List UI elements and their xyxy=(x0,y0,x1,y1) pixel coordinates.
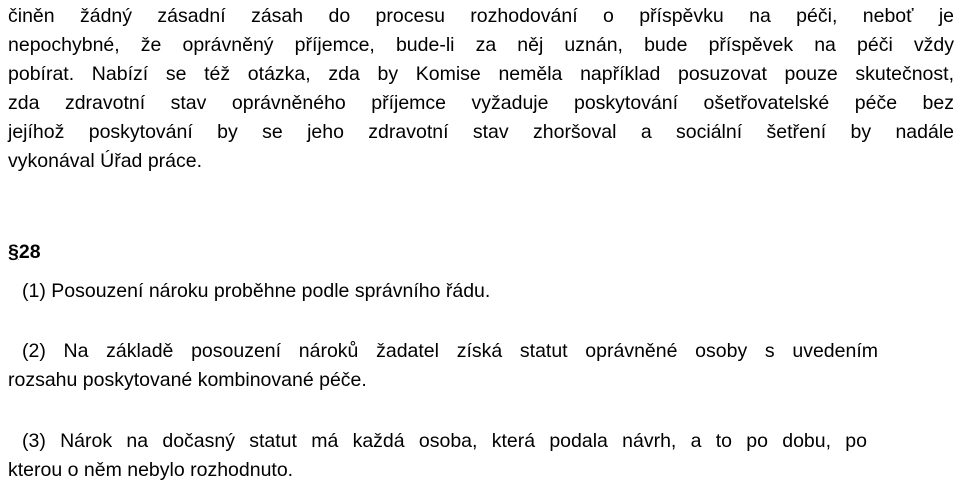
paragraph-line: zda zdravotní stav oprávněného příjemce vyžaduje poskytování ošetřovatelské péče bez xyxy=(8,92,954,114)
subsection-3-line: kterou o něm nebylo rozhodnuto. xyxy=(8,459,294,481)
paragraph-line: činěn žádný zásadní zásah do procesu rozhodování o příspěvku na péči, neboť je xyxy=(8,5,954,27)
section-number: 28 xyxy=(18,241,41,263)
subsection-1-line: (1) Posouzení nároku proběhne podle správního řádu. xyxy=(22,280,491,302)
paragraph-line: jejíhož poskytování by se jeho zdravotní stav zhoršoval a sociální šetření by nadále xyxy=(8,121,954,143)
paragraph-line: nepochybné, že oprávněný příjemce, bude-li za něj uznán, bude příspěvek na péči vždy xyxy=(8,34,954,56)
paragraph-line: vykonával Úřad práce. xyxy=(8,150,203,172)
section-symbol: § xyxy=(8,241,19,263)
paragraph-line: pobírat. Nabízí se též otázka, zda by Komise neměla například posuzovat pouze skutečnost, xyxy=(8,63,954,85)
subsection-2-line: (2) Na základě posouzení nároků žadatel získá statut oprávněné osoby s uvedením xyxy=(22,340,878,362)
subsection-3-line: (3) Nárok na dočasný statut má každá osoba, která podala návrh, a to po dobu, po xyxy=(22,430,867,452)
section-heading xyxy=(8,240,41,264)
subsection-2-line: rozsahu poskytované kombinované péče. xyxy=(8,369,367,391)
